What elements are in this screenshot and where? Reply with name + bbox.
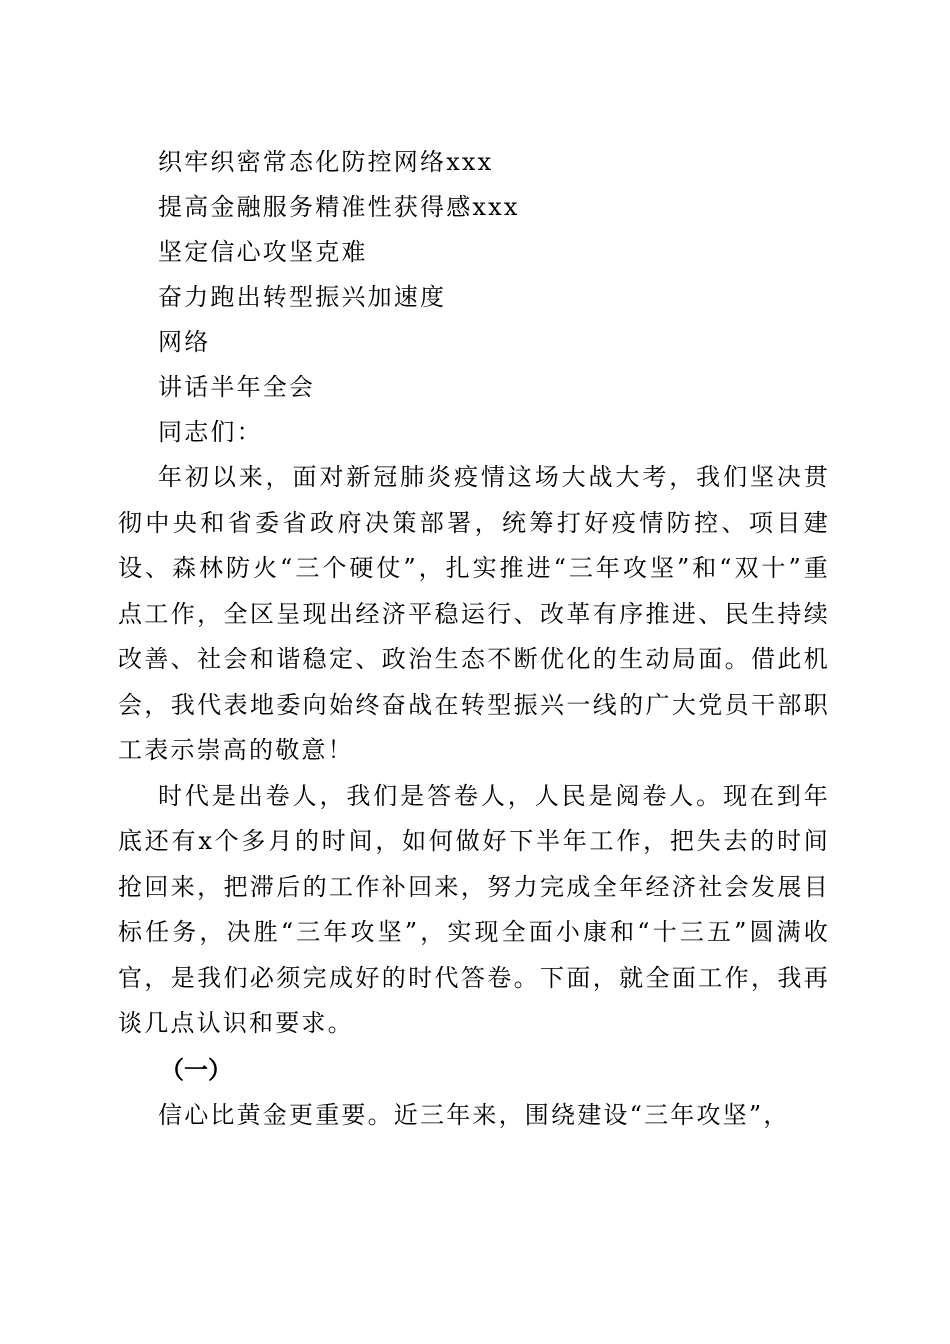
title-line-3: 坚定信心攻坚克难: [158, 238, 368, 266]
document-body: [118, 140, 830, 1138]
paragraph-2: 时代是出卷人，我们是答卷人，人民是阅卷人。现在到年底还有x个多月的时间，如何做好下半年工作，把失去的时间抢回来，把滞后的工作补回来，努力完成全年经济社会发展目标任务，决胜“三年攻坚”，实现全面小康和“十三五”圆满收官，是我们必须完成好的时代答卷。下面，就全面工作，我再谈几点认识和要求。: [118, 781, 830, 1037]
title-line-2: 提高金融服务精准性获得感xxx: [158, 193, 520, 221]
paragraph-1: 年初以来，面对新冠肺炎疫情这场大战大考，我们坚决贯彻中央和省委省政府决策部署，统筹打好疫情防控、项目建设、森林防火“三个硬仗”，扎实推进“三年攻坚”和“双十”重点工作，全区呈现出经济平稳运行、改革有序推进、民生持续改善、社会和谐稳定、政治生态不断优化的生动局面。借此机会，我代表地委向始终奋战在转型振兴一线的广大党员干部职工表示崇高的敬意！: [118, 463, 830, 764]
title-line-5: 网络: [158, 328, 211, 356]
section-heading: （一）: [160, 1054, 232, 1084]
title-line-6: 讲话半年全会: [158, 373, 316, 401]
salutation: 同志们：: [158, 418, 263, 446]
paragraph-3: 信心比黄金更重要。近三年来，围绕建设“三年攻坚”，: [158, 1100, 790, 1129]
title-line-4: 奋力跑出转型振兴加速度: [158, 283, 447, 311]
title-line-1: 织牢织密常态化防控网络xxx: [158, 148, 494, 176]
